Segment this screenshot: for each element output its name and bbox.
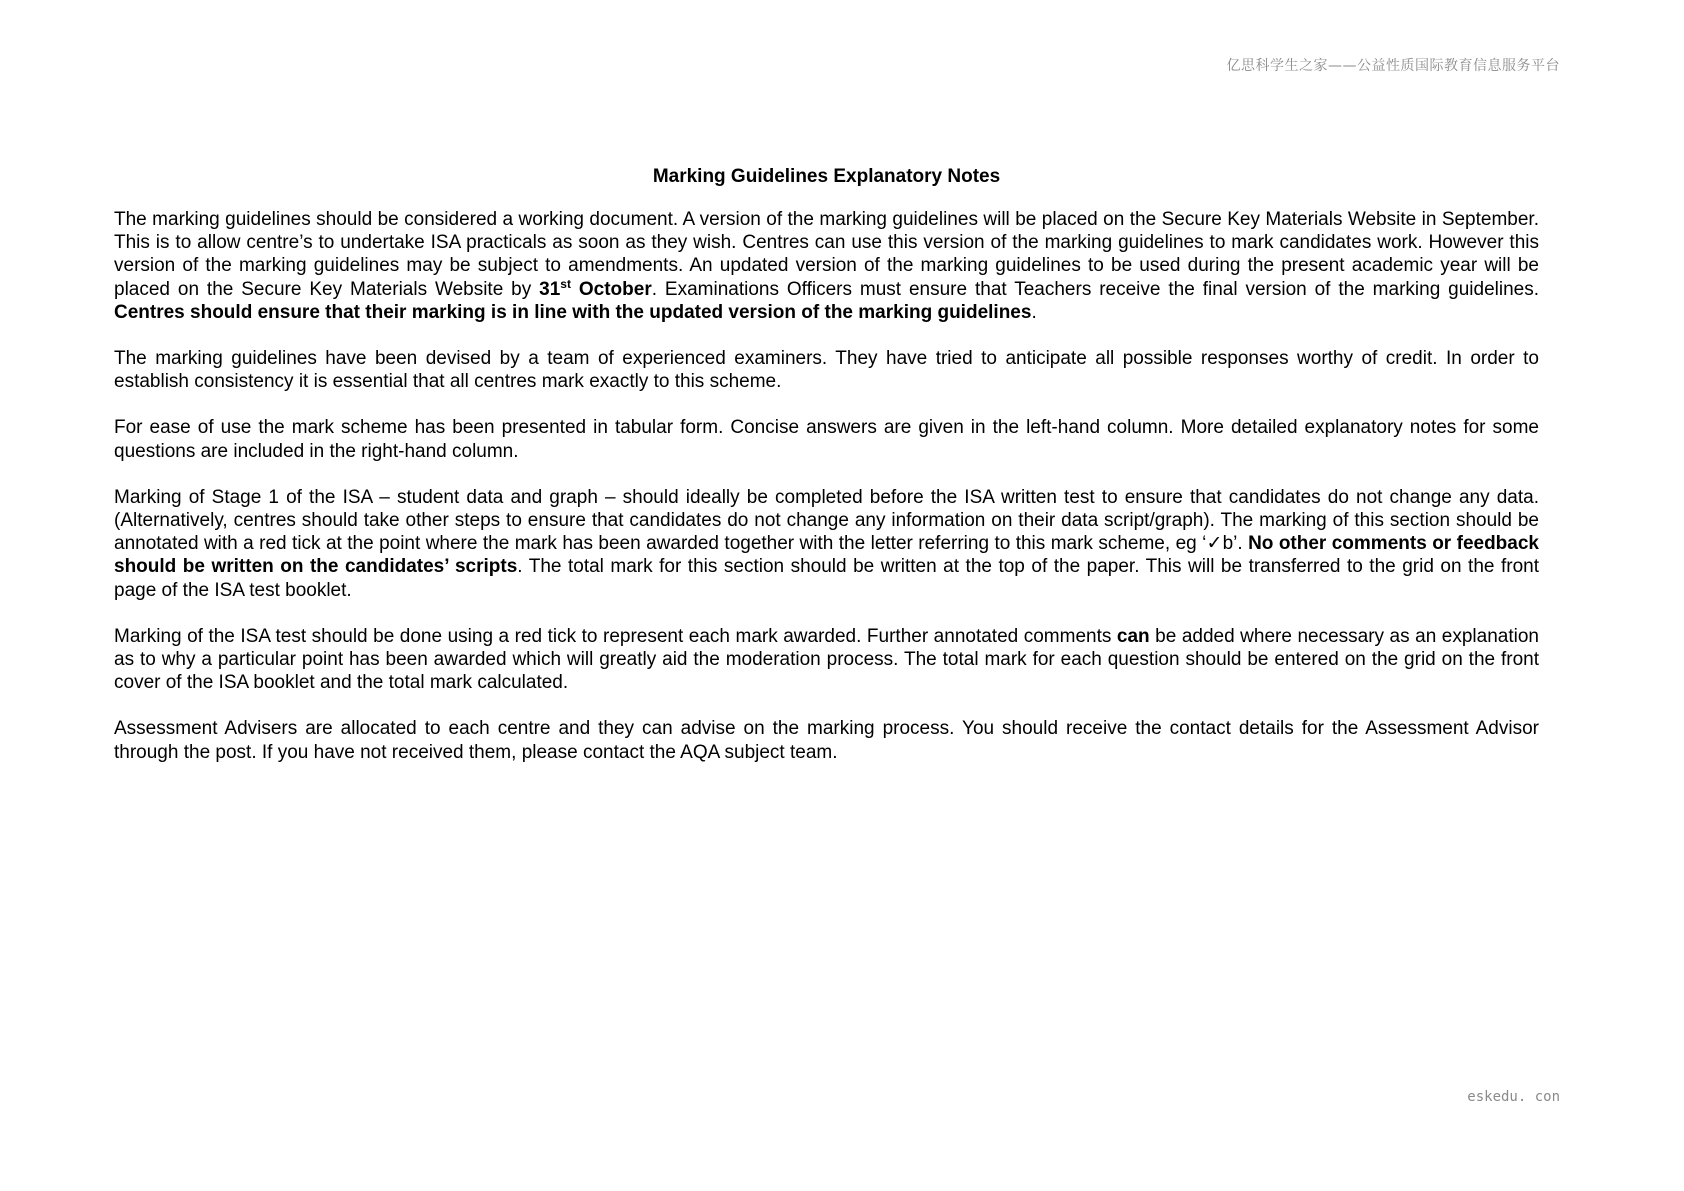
- deadline-ordinal: st: [560, 276, 571, 291]
- emphasis-text: Centres should ensure that their marking is in line with the updated version of the marking guidelines: [114, 301, 1032, 323]
- paragraph-tabular-form: For ease of use the mark scheme has been presented in tabular form. Concise answers are given in the left-hand column. More detailed explanatory notes for some questions are included in the right-hand column.: [114, 417, 1539, 462]
- paragraph-text: Marking of Stage 1 of the ISA – student data and graph – should ideally be completed before the ISA written test to ensure that candidates do not change any data. (Alternatively, centres should take other steps to ensure that candidates do not change any information on their data script/graph). The marking of this section should be annotated with a red tick at the point where the mark has been awarded together with the letter referring to this mark scheme, eg ‘✓b’.: [114, 486, 1539, 555]
- header-watermark: 亿思科学生之家——公益性质国际教育信息服务平台: [1226, 58, 1560, 74]
- paragraph-text: . The total mark for this section should be written at the top of the paper. This will be transferred to the grid on the front page of the ISA test booklet.: [114, 556, 1539, 601]
- paragraph-text: be added where necessary as an explanation as to why a particular point has been awarded which will greatly aid the moderation process. The total mark for each question should be entered on the grid on the front cover of the ISA booklet and the total mark calculated.: [114, 625, 1539, 694]
- emphasis-text: can: [1116, 625, 1150, 647]
- deadline-month: October: [570, 278, 652, 300]
- paragraph-assessment-advisers: Assessment Advisers are allocated to each centre and they can advise on the marking process. You should receive the contact details for the Assessment Advisor through the post. If you have not received them, please contact the AQA subject team.: [114, 718, 1539, 763]
- deadline-day: 31: [539, 278, 561, 300]
- paragraph-working-document: [114, 208, 1539, 324]
- footer-site: eskedu. con: [1467, 1089, 1560, 1105]
- paragraph-isa-test: [114, 625, 1539, 695]
- paragraph-text: The marking guidelines should be considered a working document. A version of the marking guidelines will be placed on the Secure Key Materials Website in September. This is to allow centre’s to undertake ISA practicals as soon as they wish. Centres can use this version of the marking guidelines to mark candidates work. However this version of the marking guidelines may be subject to amendments. An updated version of the marking guidelines to be used during the present academic year will be placed on the Secure Key Materials Website by: [114, 209, 1539, 300]
- document-body: [114, 165, 1539, 787]
- paragraph-text: . Examinations Officers must ensure that Teachers receive the final version of the marking guidelines.: [651, 278, 1540, 300]
- deadline-date: [539, 276, 652, 300]
- paragraph-text: .: [1031, 301, 1037, 323]
- paragraph-text: Marking of the ISA test should be done using a red tick to represent each mark awarded. Further annotated comments: [114, 625, 1117, 647]
- paragraph-stage-one: [114, 486, 1539, 602]
- paragraph-devised: The marking guidelines have been devised by a team of experienced examiners. They have tried to anticipate all possible responses worthy of credit. In order to establish consistency it is essential that all centres mark exactly to this scheme.: [114, 348, 1539, 393]
- page-title: Marking Guidelines Explanatory Notes: [652, 166, 1001, 187]
- emphasis-text: No other comments or feedback should be written on the candidates’ scripts: [114, 533, 1539, 578]
